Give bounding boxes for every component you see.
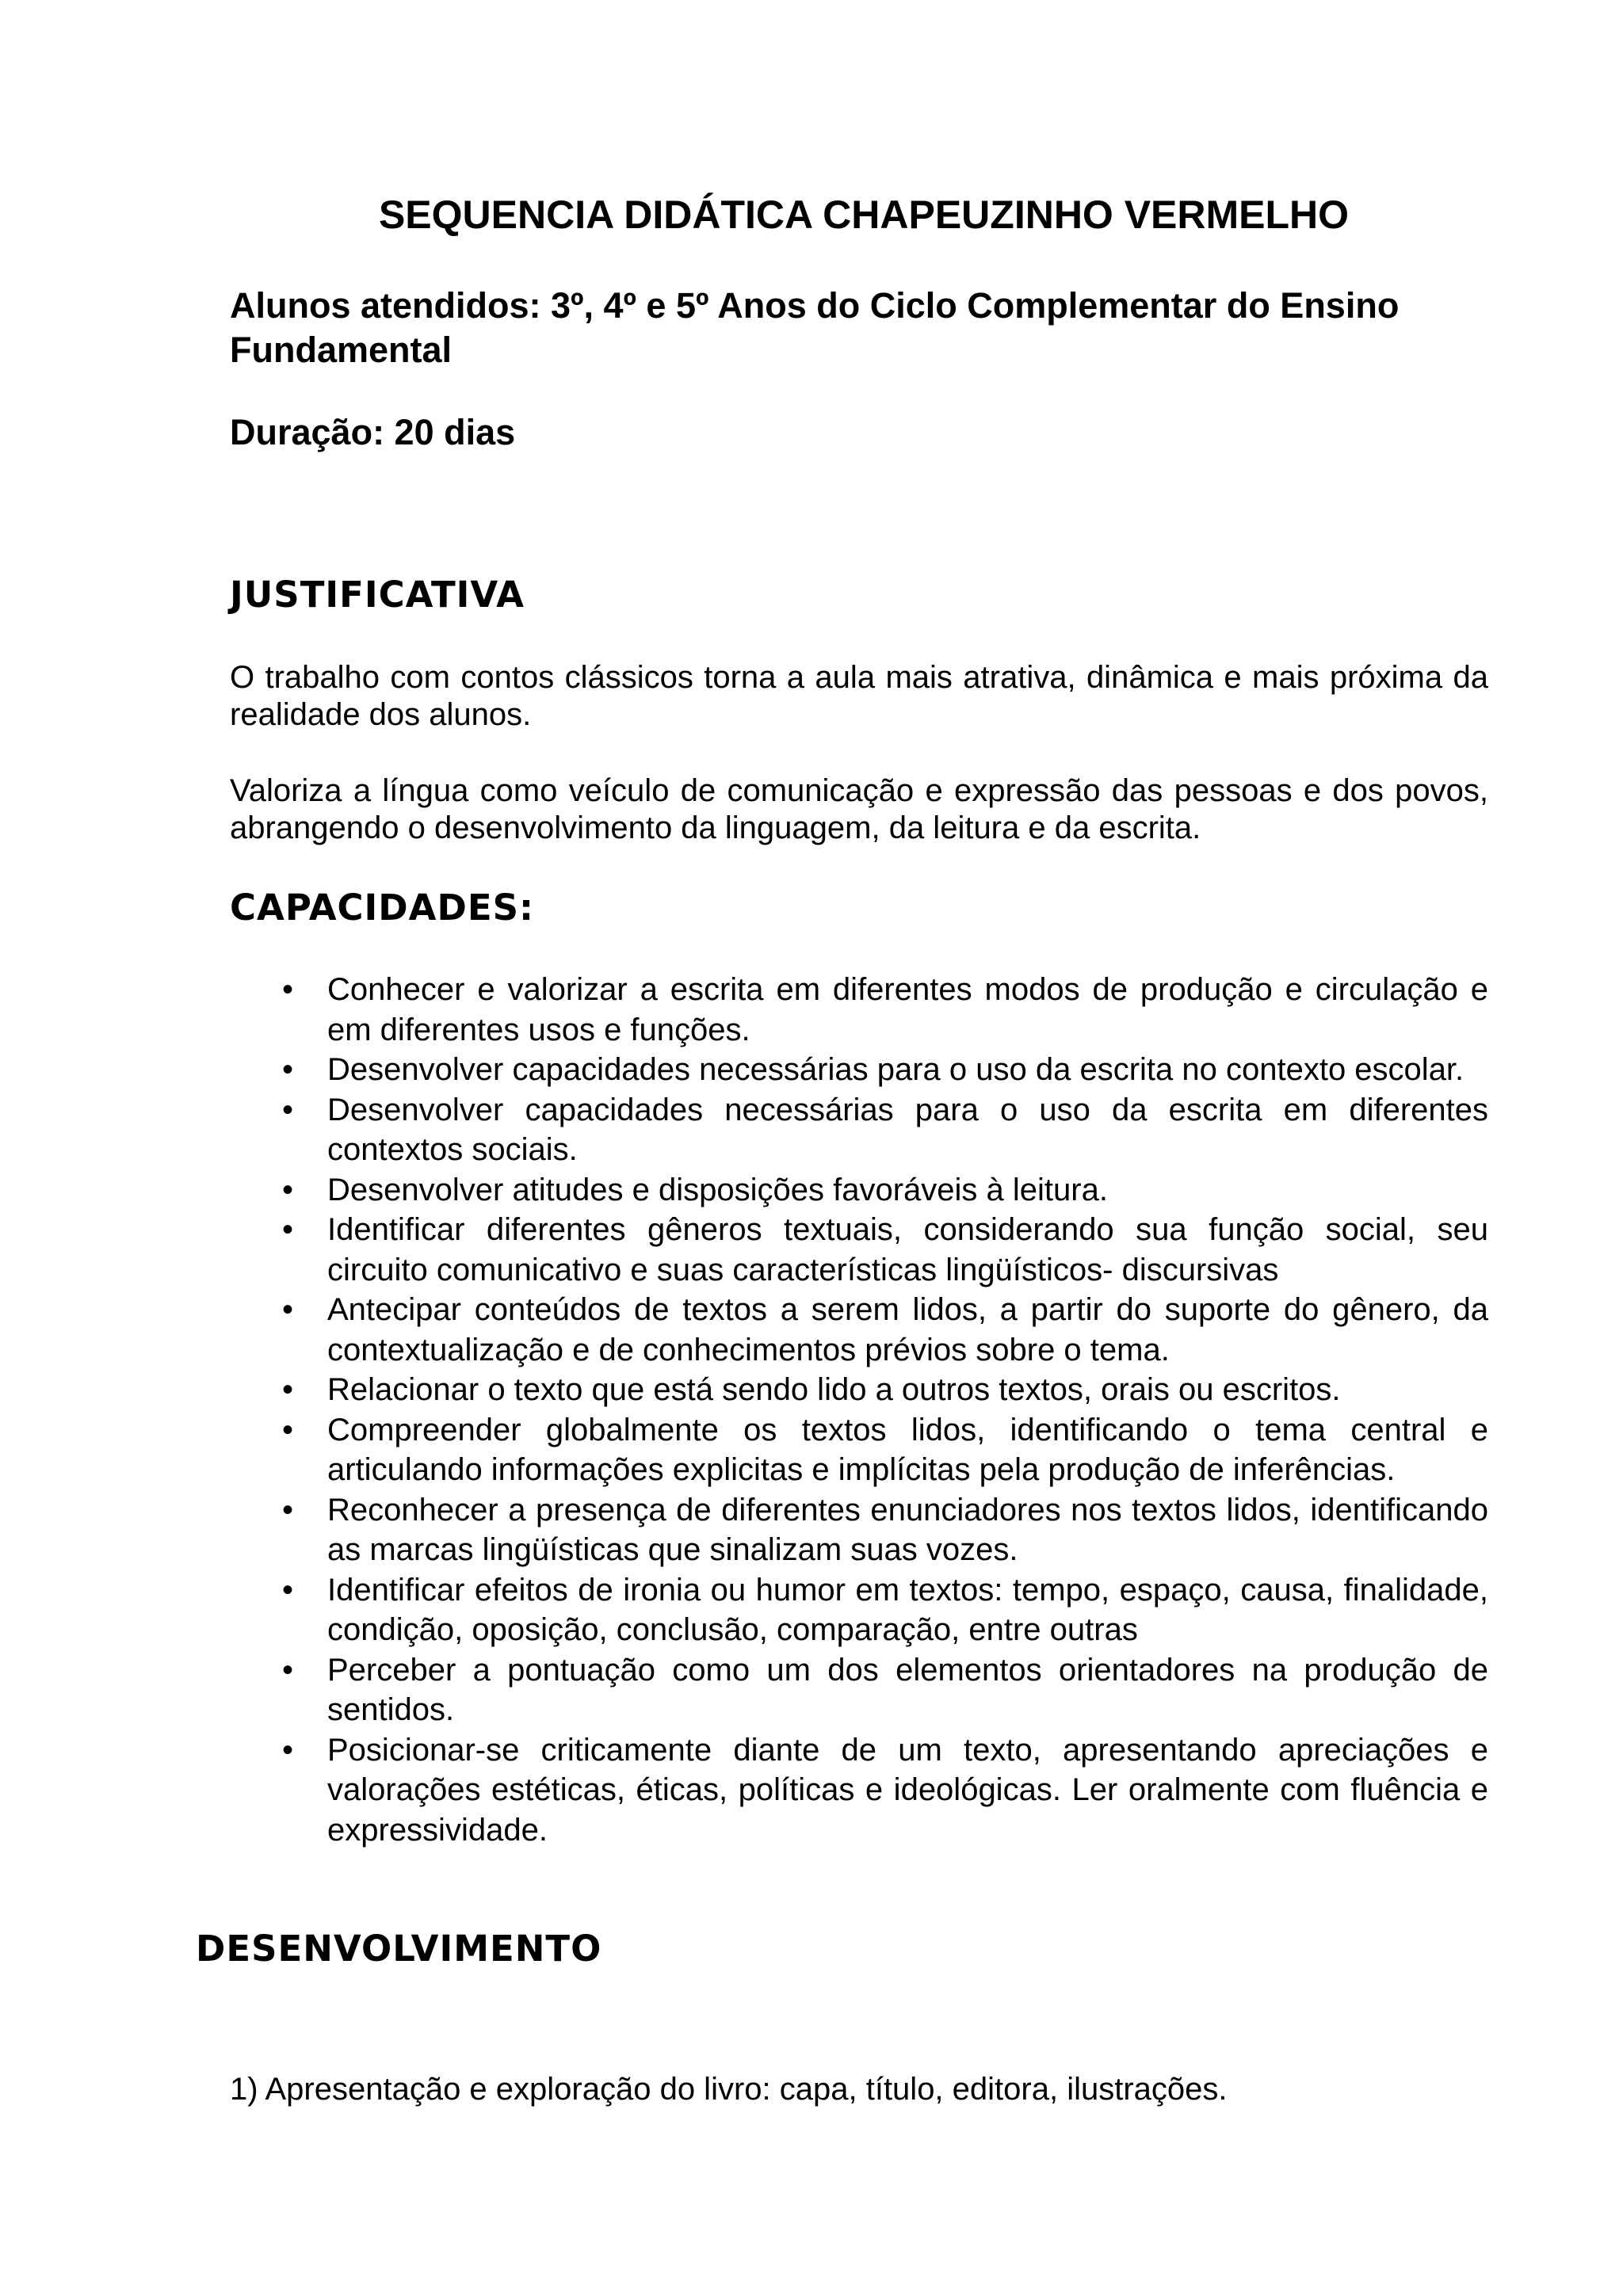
students-served: Alunos atendidos: 3º, 4º e 5º Anos do Ciclo Complementar do Ensino Fundamental [230, 285, 1400, 370]
bullet-icon: • [282, 1412, 294, 1447]
bullet-icon: • [282, 1492, 294, 1527]
list-item [230, 1210, 1488, 1290]
bullet-icon: • [282, 972, 294, 1007]
bullet-icon: • [282, 1652, 294, 1688]
bullet-icon: • [282, 1172, 294, 1207]
list-item [230, 1730, 1488, 1851]
list-item-text: Identificar efeitos de ironia ou humor em textos: tempo, espaço, causa, finalidade, condição, oposição, conclusão, comparação, entre outras [327, 1572, 1488, 1647]
development-heading: DESENVOLVIMENTO [196, 1928, 602, 1970]
list-item-text: Relacionar o texto que está sendo lido a outros textos, orais ou escritos. [327, 1372, 1341, 1407]
document-title: SEQUENCIA DIDÁTICA CHAPEUZINHO VERMELHO [378, 193, 1350, 237]
bullet-icon: • [282, 1572, 294, 1608]
list-item [230, 1650, 1488, 1730]
list-item-text: Desenvolver atitudes e disposições favoráveis à leitura. [327, 1172, 1108, 1207]
bullet-icon: • [282, 1212, 294, 1247]
list-item [230, 1050, 1488, 1090]
list-item [230, 970, 1488, 1050]
list-item-text: Compreender globalmente os textos lidos, identificando o tema central e articulando informações explicitas e implícitas pela produção de inferências. [327, 1412, 1488, 1487]
list-item-text: Conhecer e valorizar a escrita em diferentes modos de produção e circulação e em diferentes usos e funções. [327, 972, 1488, 1047]
list-item-text: Desenvolver capacidades necessárias para o uso da escrita no contexto escolar. [327, 1052, 1465, 1087]
capacities-heading: CAPACIDADES: [230, 887, 534, 929]
justification-paragraph-1: O trabalho com contos clássicos torna a aula mais atrativa, dinâmica e mais próxima da realidade dos alunos. [230, 660, 1488, 732]
duration: Duração: 20 dias [230, 412, 516, 452]
bullet-icon: • [282, 1092, 294, 1127]
justification-paragraph-2: Valoriza a língua como veículo de comunicação e expressão das pessoas e dos povos, abrangendo o desenvolvimento da linguagem, da leitura e da escrita. [230, 773, 1488, 845]
bullet-icon: • [282, 1372, 294, 1407]
list-item [230, 1490, 1488, 1570]
list-item-text: Perceber a pontuação como um dos elementos orientadores na produção de sentidos. [327, 1652, 1488, 1727]
list-item [230, 1290, 1488, 1370]
list-item-text: Antecipar conteúdos de textos a serem lidos, a partir do suporte do gênero, da contextualização e de conhecimentos prévios sobre o tema. [327, 1292, 1488, 1367]
list-item [230, 1570, 1488, 1650]
capacities-list [230, 970, 1488, 1850]
development-step-1: 1) Apresentação e exploração do livro: capa, título, editora, ilustrações. [230, 2072, 1228, 2107]
list-item [230, 1370, 1488, 1410]
bullet-icon: • [282, 1732, 294, 1768]
list-item [230, 1410, 1488, 1490]
bullet-icon: • [282, 1292, 294, 1327]
bullet-icon: • [282, 1052, 294, 1087]
list-item [230, 1090, 1488, 1170]
list-item-text: Posicionar-se criticamente diante de um texto, apresentando apreciações e valorações estéticas, éticas, políticas e ideológicas. Ler oralmente com fluência e expressividade. [327, 1732, 1488, 1848]
list-item-text: Identificar diferentes gêneros textuais, considerando sua função social, seu circuito comunicativo e suas características lingüísticos- discursivas [327, 1212, 1488, 1287]
justification-heading: JUSTIFICATIVA [230, 574, 525, 616]
list-item [230, 1170, 1488, 1211]
list-item-text: Desenvolver capacidades necessárias para o uso da escrita em diferentes contextos sociais. [327, 1092, 1488, 1167]
list-item-text: Reconhecer a presença de diferentes enunciadores nos textos lidos, identificando as marcas lingüísticas que sinalizam suas vozes. [327, 1492, 1488, 1567]
